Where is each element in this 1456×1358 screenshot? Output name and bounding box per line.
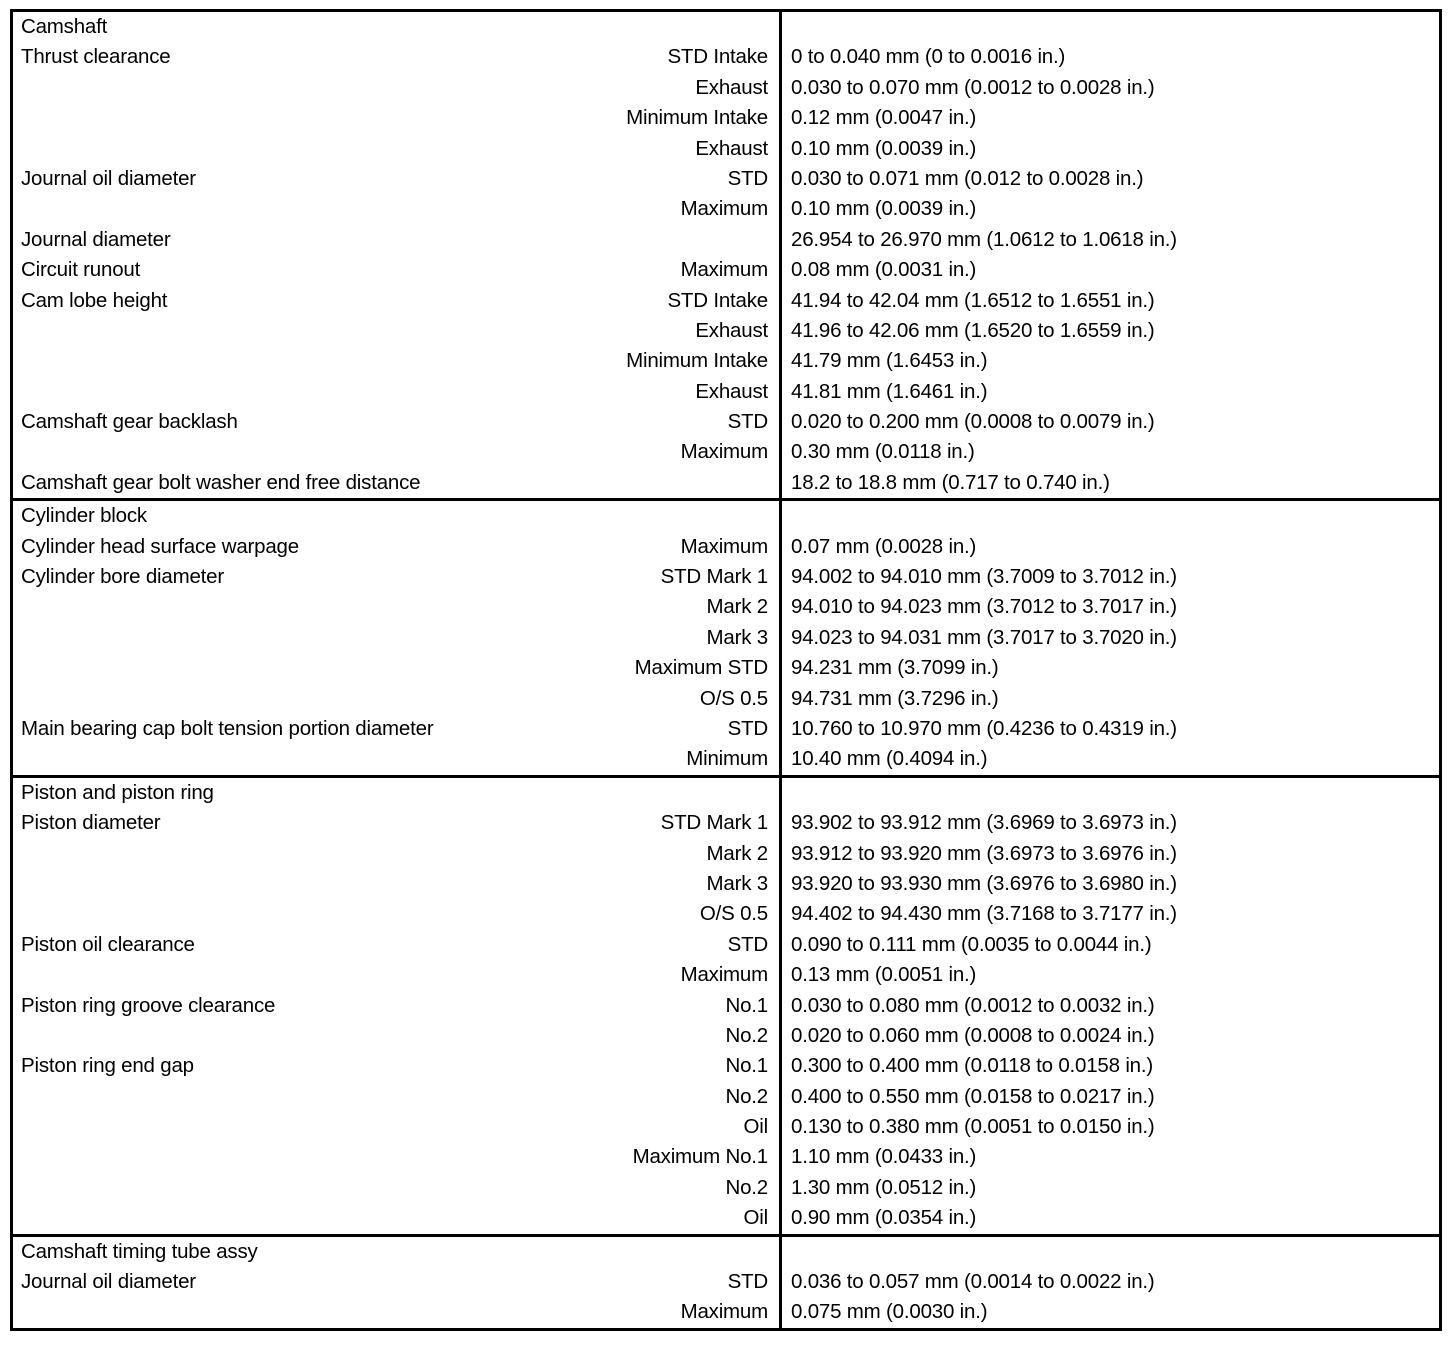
spec-value: 94.731 mm (3.7296 in.) [791, 686, 999, 710]
spec-condition: STD Intake [667, 45, 768, 69]
spec-value: 0.030 to 0.080 mm (0.0012 to 0.0032 in.) [791, 993, 1155, 1017]
spec-value: 0.075 mm (0.0030 in.) [791, 1300, 988, 1324]
spec-condition: Exhaust [695, 379, 768, 403]
spec-row [13, 899, 779, 929]
spec-value: 0 to 0.040 mm (0 to 0.0016 in.) [791, 45, 1066, 69]
spec-row [13, 468, 779, 498]
spec-label: Piston oil clearance [21, 932, 195, 956]
spec-condition: No.2 [725, 1023, 768, 1047]
section-title: Piston and piston ring [21, 780, 214, 804]
spec-section [12, 500, 1441, 777]
spec-label: Cylinder head surface warpage [21, 534, 299, 558]
spec-value: 10.760 to 10.970 mm (0.4236 to 0.4319 in.) [791, 716, 1177, 740]
spec-row [13, 1021, 779, 1051]
spec-condition: Maximum [680, 258, 768, 282]
spec-section [12, 776, 1441, 1235]
spec-row [13, 286, 779, 316]
section-label-cell [12, 776, 781, 1235]
spec-row [13, 194, 779, 224]
section-label-cell [12, 11, 781, 500]
spec-row [13, 1082, 779, 1112]
spec-condition: Oil [743, 1115, 768, 1139]
section-label-cell [12, 1235, 781, 1329]
spec-condition: STD Mark 1 [660, 565, 768, 589]
spec-condition: O/S 0.5 [699, 686, 768, 710]
spec-condition: Minimum [686, 747, 768, 771]
spec-condition: No.2 [725, 1175, 768, 1199]
spec-condition: Maximum [680, 440, 768, 464]
spec-label: Piston ring groove clearance [21, 993, 276, 1017]
spec-label: Camshaft gear bolt washer end free distance [21, 470, 421, 494]
spec-condition: Maximum No.1 [632, 1145, 768, 1169]
spec-value: 93.920 to 93.930 mm (3.6976 to 3.6980 in.) [791, 871, 1177, 895]
spec-condition: Mark 3 [706, 871, 768, 895]
spec-value: 93.902 to 93.912 mm (3.6969 to 3.6973 in.) [791, 811, 1177, 835]
spec-value: 94.002 to 94.010 mm (3.7009 to 3.7012 in.) [791, 565, 1177, 589]
spec-value: 41.96 to 42.06 mm (1.6520 to 1.6559 in.) [791, 318, 1155, 342]
spec-row [13, 991, 779, 1021]
spec-row [13, 1051, 779, 1081]
spec-value: 0.300 to 0.400 mm (0.0118 to 0.0158 in.) [791, 1054, 1154, 1078]
spec-condition: Exhaust [695, 136, 768, 160]
spec-label: Journal diameter [21, 227, 171, 251]
spec-row [13, 1203, 779, 1233]
spec-value: 0.020 to 0.060 mm (0.0008 to 0.0024 in.) [791, 1023, 1155, 1047]
spec-value: 26.954 to 26.970 mm (1.0612 to 1.0618 in.) [791, 227, 1177, 251]
section-value-cell [781, 1235, 1441, 1329]
spec-condition: Maximum [680, 963, 768, 987]
spec-condition: Maximum STD [634, 656, 768, 680]
spec-condition: Maximum [680, 1300, 768, 1324]
section-title: Cylinder block [21, 504, 147, 528]
section-value-cell [781, 500, 1441, 777]
spec-value: 0.12 mm (0.0047 in.) [791, 106, 977, 130]
spec-row [13, 808, 779, 838]
section-value-cell [781, 11, 1441, 500]
spec-label: Main bearing cap bolt tension portion diameter [21, 716, 434, 740]
spec-row [13, 103, 779, 133]
spec-value: 94.023 to 94.031 mm (3.7017 to 3.7020 in.) [791, 625, 1177, 649]
spec-value: 0.13 mm (0.0051 in.) [791, 963, 977, 987]
spec-section [12, 1235, 1441, 1329]
spec-condition: Minimum Intake [626, 106, 768, 130]
spec-condition: Maximum [680, 534, 768, 558]
spec-value: 10.40 mm (0.4094 in.) [791, 747, 988, 771]
spec-value: 0.020 to 0.200 mm (0.0008 to 0.0079 in.) [791, 410, 1155, 434]
section-title: Camshaft timing tube assy [21, 1239, 258, 1263]
spec-value: 0.10 mm (0.0039 in.) [791, 136, 977, 160]
spec-row [13, 134, 779, 164]
spec-value: 0.07 mm (0.0028 in.) [791, 534, 977, 558]
spec-value: 0.08 mm (0.0031 in.) [791, 258, 977, 282]
spec-value: 0.090 to 0.111 mm (0.0035 to 0.0044 in.) [791, 932, 1152, 956]
spec-row [13, 316, 779, 346]
spec-row [13, 377, 779, 407]
spec-value: 0.030 to 0.071 mm (0.012 to 0.0028 in.) [791, 166, 1144, 190]
spec-condition: O/S 0.5 [699, 902, 768, 926]
spec-row [13, 1112, 779, 1142]
spec-value: 94.402 to 94.430 mm (3.7168 to 3.7177 in.) [791, 902, 1177, 926]
spec-value: 18.2 to 18.8 mm (0.717 to 0.740 in.) [791, 470, 1110, 494]
spec-value: 93.912 to 93.920 mm (3.6973 to 3.6976 in.) [791, 841, 1177, 865]
spec-value: 41.81 mm (1.6461 in.) [791, 379, 988, 403]
spec-condition: Exhaust [695, 75, 768, 99]
spec-row [13, 437, 779, 467]
spec-value: 1.30 mm (0.0512 in.) [791, 1175, 977, 1199]
spec-value: 1.10 mm (0.0433 in.) [791, 1145, 977, 1169]
spec-label: Cylinder bore diameter [21, 565, 224, 589]
spec-label: Journal oil diameter [21, 1270, 196, 1294]
spec-value: 0.30 mm (0.0118 in.) [791, 440, 975, 464]
spec-label: Cam lobe height [21, 288, 168, 312]
spec-label: Circuit runout [21, 258, 141, 282]
spec-value: 94.010 to 94.023 mm (3.7012 to 3.7017 in.) [791, 595, 1177, 619]
spec-row [13, 73, 779, 103]
spec-row [13, 1297, 779, 1327]
spec-row [13, 744, 779, 774]
spec-row [13, 1173, 779, 1203]
spec-condition: STD [727, 1270, 768, 1294]
spec-value: 0.400 to 0.550 mm (0.0158 to 0.0217 in.) [791, 1084, 1155, 1108]
spec-row [13, 407, 779, 437]
spec-condition: Mark 3 [706, 625, 768, 649]
spec-condition: Oil [743, 1206, 768, 1230]
spec-row [13, 532, 779, 562]
spec-condition: STD Intake [667, 288, 768, 312]
spec-condition: STD [727, 410, 768, 434]
spec-value: 0.030 to 0.070 mm (0.0012 to 0.0028 in.) [791, 75, 1155, 99]
spec-section [12, 11, 1441, 500]
spec-condition: STD [727, 166, 768, 190]
spec-condition: Mark 2 [706, 841, 768, 865]
spec-condition: No.1 [725, 993, 768, 1017]
spec-row [13, 346, 779, 376]
spec-value: 41.94 to 42.04 mm (1.6512 to 1.6551 in.) [791, 288, 1155, 312]
spec-condition: Mark 2 [706, 595, 768, 619]
spec-row [13, 653, 779, 683]
spec-row [13, 592, 779, 622]
spec-value: 0.036 to 0.057 mm (0.0014 to 0.0022 in.) [791, 1270, 1155, 1294]
spec-row [13, 562, 779, 592]
spec-row [13, 960, 779, 990]
spec-condition: STD [727, 932, 768, 956]
spec-row [13, 623, 779, 653]
spec-condition: STD [727, 716, 768, 740]
spec-condition: Exhaust [695, 318, 768, 342]
spec-condition: Minimum Intake [626, 349, 768, 373]
spec-row [13, 1142, 779, 1172]
spec-label: Piston ring end gap [21, 1054, 194, 1078]
spec-label: Piston diameter [21, 811, 161, 835]
spec-row [13, 714, 779, 744]
spec-value: 94.231 mm (3.7099 in.) [791, 656, 999, 680]
section-value-cell [781, 776, 1441, 1235]
spec-row [13, 930, 779, 960]
spec-row [13, 1267, 779, 1297]
spec-value: 0.10 mm (0.0039 in.) [791, 197, 977, 221]
spec-row [13, 164, 779, 194]
spec-label: Camshaft gear backlash [21, 410, 238, 434]
spec-row [13, 869, 779, 899]
spec-row [13, 839, 779, 869]
spec-table [10, 9, 1442, 1331]
spec-row [13, 684, 779, 714]
spec-row [13, 225, 779, 255]
section-title: Camshaft [21, 15, 108, 38]
spec-value: 0.130 to 0.380 mm (0.0051 to 0.0150 in.) [791, 1115, 1155, 1139]
section-label-cell [12, 500, 781, 777]
spec-condition: Maximum [680, 197, 768, 221]
spec-condition: No.2 [725, 1084, 768, 1108]
spec-row [13, 42, 779, 72]
spec-value: 0.90 mm (0.0354 in.) [791, 1206, 977, 1230]
spec-label: Thrust clearance [21, 45, 171, 69]
spec-row [13, 255, 779, 285]
spec-condition: STD Mark 1 [660, 811, 768, 835]
spec-label: Journal oil diameter [21, 166, 196, 190]
spec-condition: No.1 [725, 1054, 768, 1078]
spec-value: 41.79 mm (1.6453 in.) [791, 349, 988, 373]
